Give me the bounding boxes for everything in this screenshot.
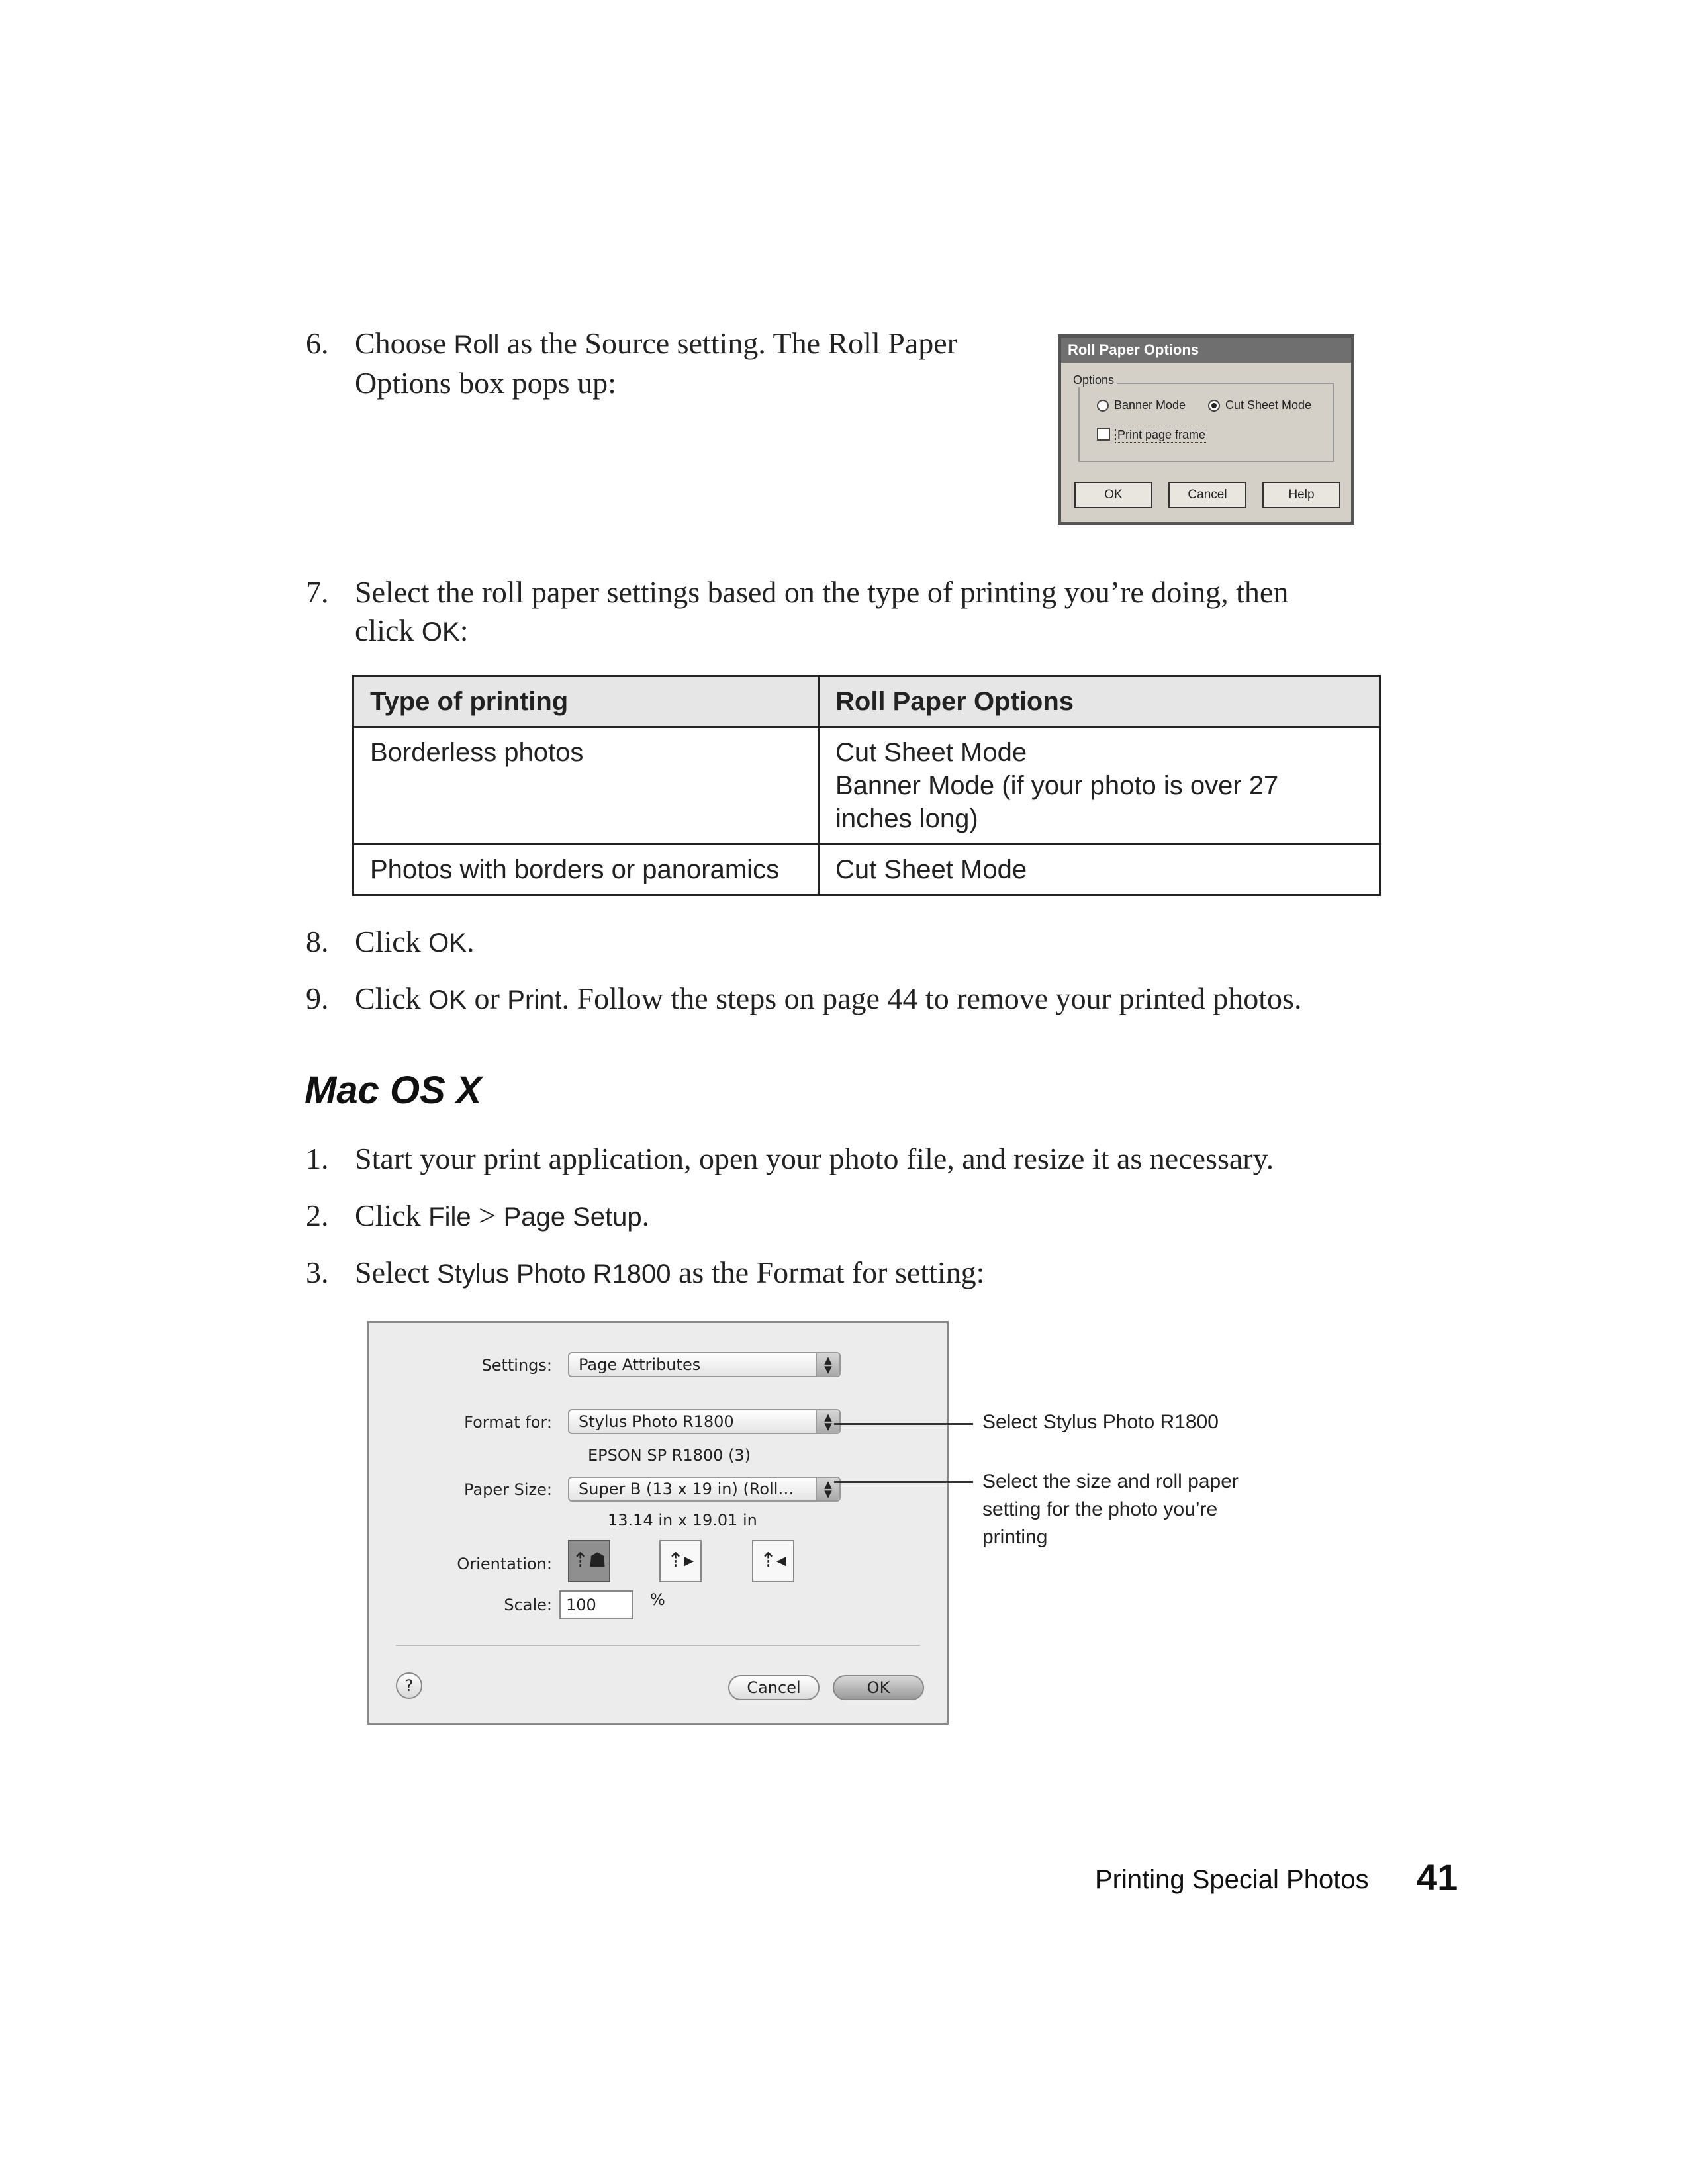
mac-step-3 xyxy=(306,1253,1431,1293)
ui-term-ok: OK xyxy=(428,985,467,1015)
page-setup-dialog xyxy=(367,1321,949,1725)
cancel-button[interactable]: Cancel xyxy=(728,1675,820,1700)
step-text: or xyxy=(466,981,508,1015)
printer-subtitle: EPSON SP R1800 (3) xyxy=(588,1446,751,1465)
orientation-label: Orientation: xyxy=(457,1555,552,1573)
settings-label: Settings: xyxy=(481,1356,552,1375)
step-text: Start your print application, open your photo file, and resize it as necessary. xyxy=(355,1142,1274,1175)
mac-step-2 xyxy=(306,1197,1431,1236)
table-cell xyxy=(353,727,819,844)
callout-text: printing xyxy=(982,1526,1048,1548)
ok-button[interactable]: OK xyxy=(833,1675,924,1700)
updown-arrows-icon: ▲ ▼ xyxy=(816,1478,839,1500)
ui-term-ok: OK xyxy=(421,617,460,647)
settings-value: Page Attributes xyxy=(579,1355,701,1374)
landscape-left-orientation-icon[interactable]: ⇡▸ xyxy=(659,1540,702,1582)
section-heading: Mac OS X xyxy=(305,1069,482,1112)
cut-sheet-mode-radio[interactable] xyxy=(1208,400,1220,412)
step-number: 2. xyxy=(306,1199,329,1232)
cell-text: Photos with borders or panoramics xyxy=(370,855,780,884)
step-text: Click xyxy=(355,925,429,958)
footer-section-title: Printing Special Photos xyxy=(1095,1865,1369,1894)
portrait-orientation-icon[interactable]: ⇡☗ xyxy=(568,1540,610,1582)
step-text: Click xyxy=(355,1199,429,1232)
cell-text: Cut Sheet Mode xyxy=(835,738,1027,767)
ui-term-file: File xyxy=(428,1203,471,1232)
format-for-label: Format for: xyxy=(464,1413,552,1432)
step-text: . xyxy=(466,925,475,958)
step-number: 6. xyxy=(306,326,329,360)
ui-term-ok: OK xyxy=(428,929,467,958)
step-8 xyxy=(306,923,1431,962)
cell-text: inches long) xyxy=(835,804,978,833)
table-cell xyxy=(353,844,819,895)
step-6 xyxy=(306,324,1034,404)
cell-text: Borderless photos xyxy=(370,738,584,767)
table-row xyxy=(353,727,1380,844)
step-7 xyxy=(306,573,1431,653)
print-page-frame-checkbox[interactable] xyxy=(1097,428,1110,441)
table-cell xyxy=(819,844,1380,895)
cell-text: Banner Mode xyxy=(835,771,995,800)
cancel-button[interactable]: Cancel xyxy=(1168,482,1246,508)
step-text: Select xyxy=(355,1255,437,1289)
options-group-label: Options xyxy=(1070,373,1117,387)
print-page-frame-label: Print page frame xyxy=(1115,428,1207,443)
paper-size-value: Super B (13 x 19 in) (Roll… xyxy=(579,1480,794,1498)
format-for-popup[interactable] xyxy=(568,1409,841,1434)
banner-mode-label: Banner Mode xyxy=(1114,398,1186,412)
step-9 xyxy=(306,979,1431,1019)
ui-term-page-setup: Page Setup xyxy=(503,1203,642,1232)
scale-unit: % xyxy=(650,1590,665,1609)
step-text: . xyxy=(641,1199,650,1232)
paper-size-popup[interactable] xyxy=(568,1477,841,1502)
ui-term-print: Print xyxy=(507,985,562,1015)
callout-line xyxy=(834,1481,973,1483)
step-text: Choose xyxy=(355,326,454,360)
page-number: 41 xyxy=(1417,1856,1458,1898)
help-button[interactable]: Help xyxy=(1262,482,1340,508)
cell-text: (if your photo is over 27 xyxy=(994,771,1279,800)
callout-text: setting for the photo you’re xyxy=(982,1498,1218,1520)
step-text: Click xyxy=(355,981,429,1015)
step-number: 3. xyxy=(306,1255,329,1289)
callout-line xyxy=(834,1423,973,1425)
updown-arrows-icon: ▲ ▼ xyxy=(816,1353,839,1376)
scale-input[interactable]: 100 xyxy=(559,1590,633,1619)
paper-size-label: Paper Size: xyxy=(464,1480,552,1499)
callout-format: Select Stylus Photo R1800 xyxy=(982,1411,1219,1433)
ui-term-roll: Roll xyxy=(453,330,500,359)
step-text: as the Source setting. The Roll Paper xyxy=(499,326,957,360)
divider xyxy=(396,1645,920,1646)
step-text: Select the roll paper settings based on the type of printing you’re doing, then xyxy=(355,575,1289,609)
step-text: Options box pops up: xyxy=(355,366,616,400)
landscape-right-orientation-icon[interactable]: ⇡◂ xyxy=(752,1540,794,1582)
callout-paper-size xyxy=(982,1468,1380,1551)
updown-arrows-icon: ▲ ▼ xyxy=(816,1410,839,1433)
step-number: 1. xyxy=(306,1142,329,1175)
table-row xyxy=(353,844,1380,895)
cut-sheet-mode-label: Cut Sheet Mode xyxy=(1225,398,1312,412)
column-header: Type of printing xyxy=(353,676,819,727)
step-text: as the Format for setting: xyxy=(671,1255,985,1289)
step-number: 7. xyxy=(306,575,329,609)
settings-popup[interactable] xyxy=(568,1352,841,1377)
banner-mode-radio[interactable] xyxy=(1097,400,1109,412)
step-text: . Follow the steps on page 44 to remove your printed photos. xyxy=(561,981,1302,1015)
options-group xyxy=(1078,383,1334,462)
ui-term-stylus-photo: Stylus Photo R1800 xyxy=(436,1259,671,1289)
column-header: Roll Paper Options xyxy=(819,676,1380,727)
step-text: > xyxy=(471,1199,504,1232)
format-for-value: Stylus Photo R1800 xyxy=(579,1412,734,1431)
paper-dimensions: 13.14 in x 19.01 in xyxy=(608,1511,757,1529)
table-cell xyxy=(819,727,1380,844)
cell-text: Cut Sheet Mode xyxy=(835,855,1027,884)
dialog-title: Roll Paper Options xyxy=(1061,338,1351,363)
step-text: : xyxy=(459,614,469,647)
step-number: 9. xyxy=(306,981,329,1015)
callout-text: Select the size and roll paper xyxy=(982,1471,1239,1492)
mac-step-1 xyxy=(306,1140,1431,1179)
scale-label: Scale: xyxy=(504,1596,552,1614)
roll-paper-settings-table xyxy=(352,675,1381,896)
ok-button[interactable]: OK xyxy=(1074,482,1152,508)
step-number: 8. xyxy=(306,925,329,958)
table-header-row xyxy=(353,676,1380,727)
step-text: click xyxy=(355,614,422,647)
help-button[interactable]: ? xyxy=(396,1672,422,1699)
roll-paper-options-dialog xyxy=(1058,334,1354,525)
